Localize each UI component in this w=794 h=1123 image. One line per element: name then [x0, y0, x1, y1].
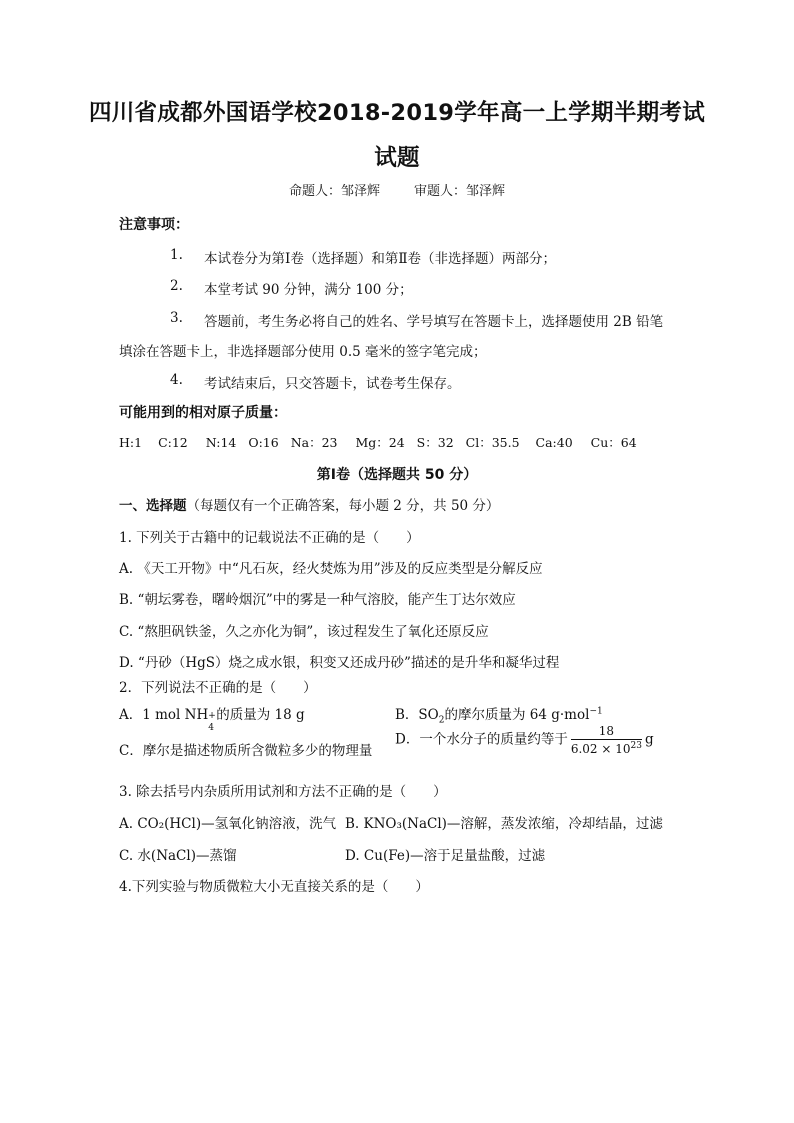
notice-item-text: 本堂考试 90 分钟，满分 100 分； [204, 282, 413, 298]
part-heading: 一、选择题 [119, 498, 187, 514]
option-c: C．摩尔是描述物质所含微粒多少的物理量 [119, 743, 373, 759]
option-d: D. “丹砂（HgS）烧之成水银，积变又还成丹砂”描述的是升华和凝华过程 [119, 655, 560, 671]
question-stem: 3. 除去括号内杂质所用试剂和方法不正确的是（ ） [119, 784, 447, 800]
atomic-mass-value: S：32 [416, 435, 454, 450]
unit-superscript: −1 [589, 706, 603, 717]
notice-item-continuation: 填涂在答题卡上，非选择题部分使用 0.5 毫米的签字笔完成； [119, 344, 487, 360]
mass-fraction [571, 724, 642, 756]
authors-line [0, 180, 794, 199]
exam-title-line1: 四川省成都外国语学校2018-2019学年高一上学期半期考试 [88, 100, 706, 126]
denominator-exponent: 23 [630, 741, 642, 751]
option-c: C. “熬胆矾铁釜，久之亦化为铜”，该过程发生了氧化还原反应 [119, 624, 489, 640]
notice-item-number: 3. [170, 310, 183, 326]
notice-item-text: 本试卷分为第Ⅰ卷（选择题）和第Ⅱ卷（非选择题）两部分； [204, 251, 557, 267]
notice-item-number: 4. [170, 372, 183, 388]
option-b: B. “朝坛雾卷，曙岭烟沉”中的雾是一种气溶胶，能产生丁达尔效应 [119, 592, 516, 608]
charge-superscript: + [208, 711, 216, 721]
fraction-denominator [571, 740, 642, 756]
part-note: （每题仅有一个正确答案，每小题 2 分，共 50 分） [186, 498, 500, 514]
option-a-text: A．1 mol NH [119, 707, 209, 723]
atomic-mass-value: N:14 [205, 435, 237, 450]
option-c: C. 水(NaCl)—蒸馏 [119, 848, 237, 864]
option-a [119, 703, 305, 733]
notice-item-number: 2. [170, 278, 183, 294]
atomic-mass-value: O:16 [248, 435, 279, 450]
atomic-mass-value: Ca:40 [535, 435, 573, 450]
formula-subscript: 2 [438, 715, 445, 726]
question-stem: 1. 下列关于古籍中的记载说法不正确的是（ ） [119, 530, 420, 546]
reviewer-label: 审题人：邹泽辉 [414, 184, 506, 199]
atomic-mass-value: Cl：35.5 [465, 435, 520, 450]
notice-item-text: 答题前，考生务必将自己的姓名、学号填写在答题卡上，选择题使用 2B 铅笔 [204, 314, 664, 330]
option-b [395, 703, 603, 726]
setter-label: 命题人：邹泽辉 [288, 184, 380, 199]
part-heading-line [119, 494, 499, 514]
atomic-mass-value: Na：23 [290, 435, 338, 450]
section-title: 第Ⅰ卷（选择题共 50 分） [316, 467, 478, 483]
notice-item-number: 1. [170, 247, 183, 263]
question-stem: 2．下列说法不正确的是（ ） [119, 680, 317, 696]
option-b-text-end: 的摩尔质量为 64 g·mol [444, 707, 590, 723]
option-a: A. 《天工开物》中“凡石灰，经火焚炼为用”涉及的反应类型是分解反应 [119, 561, 543, 577]
atomic-mass-value: C:12 [158, 435, 188, 450]
option-d-text: D．一个水分子的质量约等于 [395, 731, 568, 748]
exam-title-line2: 试题 [374, 145, 420, 171]
option-a-text-end: 的质量为 18 g [216, 707, 305, 723]
option-a: A. CO₂(HCl)—氢氧化钠溶液，洗气 [119, 816, 337, 832]
denominator-base: 6.02 × 10 [570, 742, 631, 756]
option-d: D. Cu(Fe)—溶于足量盐酸，过滤 [345, 848, 546, 864]
option-d [395, 724, 654, 756]
fraction-numerator: 18 [571, 724, 642, 740]
question-stem: 4.下列实验与物质微粒大小无直接关系的是（ ） [119, 879, 429, 895]
option-d-unit: g [644, 731, 654, 748]
option-b: B. KNO₃(NaCl)—溶解，蒸发浓缩，冷却结晶，过滤 [345, 816, 663, 832]
atomic-mass-list [119, 433, 637, 451]
atomic-mass-value: Cu：64 [590, 435, 637, 450]
option-b-text: B．SO [395, 707, 439, 723]
atomic-mass-value: H:1 [119, 435, 143, 450]
atomic-mass-value: Mg：24 [355, 435, 405, 450]
notice-heading: 注意事项： [119, 217, 189, 233]
count-subscript: 4 [208, 723, 214, 733]
atomic-mass-heading: 可能用到的相对原子质量： [119, 405, 287, 421]
notice-item-text: 考试结束后，只交答题卡，试卷考生保存。 [204, 376, 461, 392]
